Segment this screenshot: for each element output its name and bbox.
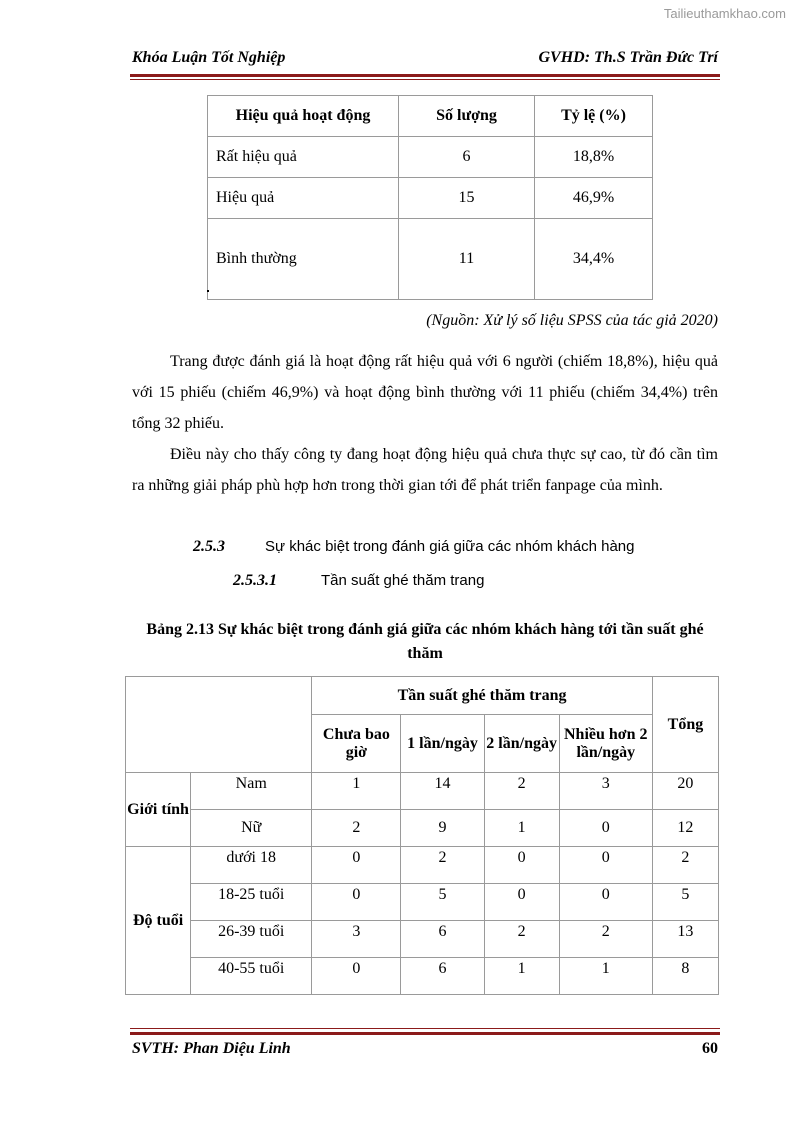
table-cell: Hiệu quả — [208, 178, 399, 219]
row-label: 40-55 tuổi — [191, 958, 312, 995]
subsection-heading — [233, 572, 484, 590]
empty-corner-cell — [126, 677, 312, 773]
section-heading — [193, 538, 635, 556]
row-label: dưới 18 — [191, 847, 312, 884]
table-cell: 14 — [401, 773, 484, 810]
table-cell: 0 — [559, 884, 652, 921]
header-thesis-title: Khóa Luận Tốt Nghiệp — [132, 49, 286, 66]
table-cell: 6 — [399, 137, 535, 178]
table-cell: 46,9% — [535, 178, 653, 219]
table-row — [208, 137, 653, 178]
row-label: Nam — [191, 773, 312, 810]
table-row — [126, 884, 719, 921]
table-cell: 0 — [312, 884, 401, 921]
table-cell: Rất hiệu quả — [208, 137, 399, 178]
table-cell: 2 — [559, 921, 652, 958]
row-label: Nữ — [191, 810, 312, 847]
table-cell: 1 — [559, 958, 652, 995]
table-cell: 5 — [401, 884, 484, 921]
footer-student: SVTH: Phan Diệu Linh — [132, 1040, 291, 1057]
table-cell: 20 — [652, 773, 718, 810]
column-header: Nhiều hơn 2 lần/ngày — [559, 715, 652, 773]
row-label: 18-25 tuổi — [191, 884, 312, 921]
table-cell: 6 — [401, 921, 484, 958]
table-cell: 2 — [484, 773, 559, 810]
table-header-row — [126, 677, 719, 715]
table-cell: Bình thường — [208, 219, 399, 300]
table-cell: 2 — [652, 847, 718, 884]
column-header: Hiệu quả hoạt động — [208, 96, 399, 137]
table-caption: Bảng 2.13 Sự khác biệt trong đánh giá giữa các nhóm khách hàng tới tần suất ghé thăm — [146, 621, 704, 662]
table-cell: 2 — [312, 810, 401, 847]
header-supervisor: GVHD: Th.S Trần Đức Trí — [538, 49, 718, 66]
table-cell: 11 — [399, 219, 535, 300]
paragraph: Trang được đánh giá là hoạt động rất hiệu quả với 6 người (chiếm 18,8%), hiệu quả với 15 phiếu (chiếm 46,9%) và hoạt động bình thường với 11 phiếu (chiếm 34,4%) trên tổng 32 phiếu. — [132, 353, 718, 432]
table-cell: 1 — [484, 810, 559, 847]
table-cell: 9 — [401, 810, 484, 847]
table-cell: 0 — [312, 958, 401, 995]
table-cell: 15 — [399, 178, 535, 219]
visit-frequency-table — [125, 676, 719, 995]
table-row — [126, 810, 719, 847]
table-row — [126, 958, 719, 995]
page-number: 60 — [702, 1040, 718, 1057]
table-header-row — [208, 96, 653, 137]
column-header: 1 lần/ngày — [401, 715, 484, 773]
table-row — [126, 847, 719, 884]
table-cell: 1 — [312, 773, 401, 810]
table-cell: 12 — [652, 810, 718, 847]
source-note: (Nguồn: Xử lý số liệu SPSS của tác giả 2020) — [426, 312, 718, 329]
row-group-label: Giới tính — [126, 773, 191, 847]
header-rule-thick — [130, 74, 720, 77]
column-header: Số lượng — [399, 96, 535, 137]
table-cell: 2 — [484, 921, 559, 958]
table-cell: 0 — [559, 847, 652, 884]
column-header: Chưa bao giờ — [312, 715, 401, 773]
table-cell: 13 — [652, 921, 718, 958]
table-row — [208, 219, 653, 300]
total-header: Tổng — [652, 677, 718, 773]
table-cell: 5 — [652, 884, 718, 921]
table-cell: 3 — [312, 921, 401, 958]
column-header: 2 lần/ngày — [484, 715, 559, 773]
table-anchor-dot — [207, 290, 209, 292]
table-cell: 6 — [401, 958, 484, 995]
table-cell: 3 — [559, 773, 652, 810]
row-group-label: Độ tuổi — [126, 847, 191, 995]
section-title: Tần suất ghé thăm trang — [321, 572, 485, 589]
table-row — [126, 921, 719, 958]
footer-rule-thick — [130, 1032, 720, 1035]
section-number: 2.5.3 — [193, 538, 225, 555]
watermark: Tailieuthamkhao.com — [663, 6, 786, 21]
table-cell: 0 — [484, 884, 559, 921]
header-rule-thin — [130, 79, 720, 80]
table-cell: 8 — [652, 958, 718, 995]
section-title: Sự khác biệt trong đánh giá giữa các nhóm khách hàng — [265, 538, 635, 555]
footer-rule-thin — [130, 1028, 720, 1029]
table-row — [126, 773, 719, 810]
effectiveness-table — [207, 95, 653, 300]
table-cell: 0 — [312, 847, 401, 884]
table-cell: 1 — [484, 958, 559, 995]
table-cell: 0 — [559, 810, 652, 847]
table-cell: 34,4% — [535, 219, 653, 300]
table-cell: 0 — [484, 847, 559, 884]
section-number: 2.5.3.1 — [233, 572, 277, 589]
column-header: Tỷ lệ (%) — [535, 96, 653, 137]
table-row — [208, 178, 653, 219]
paragraph: Điều này cho thấy công ty đang hoạt động hiệu quả chưa thực sự cao, từ đó cần tìm ra những giải pháp phù hợp hơn trong thời gian tới để phát triển fanpage của mình. — [132, 446, 718, 494]
row-label: 26-39 tuổi — [191, 921, 312, 958]
table-cell: 18,8% — [535, 137, 653, 178]
group-header: Tần suất ghé thăm trang — [312, 677, 653, 715]
table-cell: 2 — [401, 847, 484, 884]
